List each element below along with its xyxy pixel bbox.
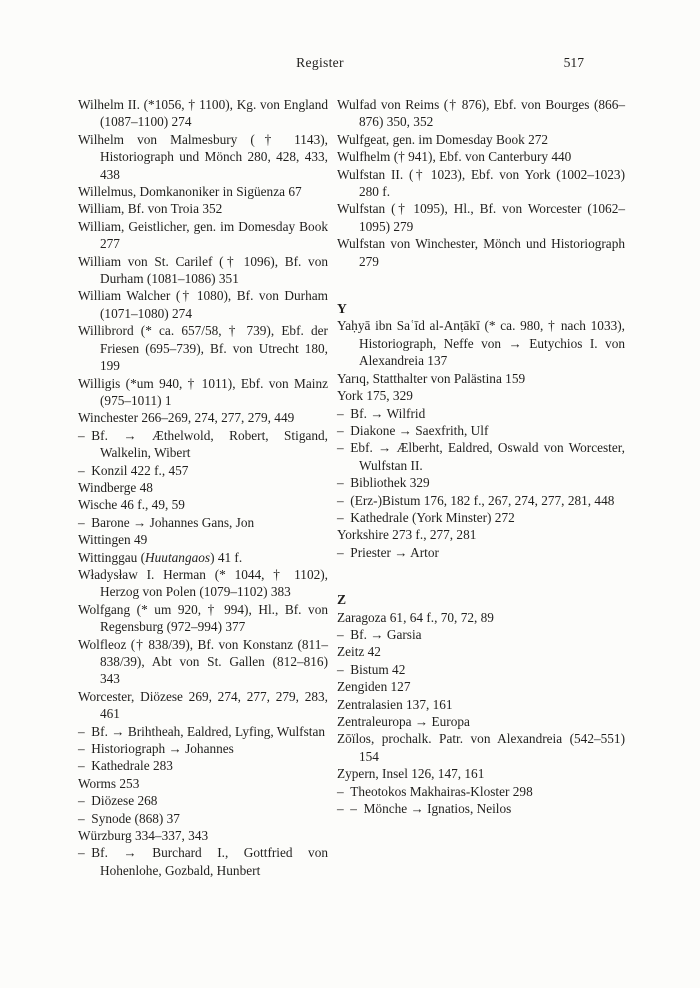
index-entry: Zeitz 42	[337, 644, 381, 660]
index-entry: Wulfhelm († 941), Ebf. von Canterbury 440	[337, 149, 572, 165]
index-entry: Worcester, Diözese 269, 274, 277, 279, 283, 461	[78, 688, 328, 722]
index-entry: Wilhelm II. (*1056, † 1100), Kg. von England (1087–1100) 274	[78, 97, 328, 130]
index-entry: Willibrord (* ca. 657/58, † 739), Ebf. der Friesen (695–739), Bf. von Utrecht 180, 199	[78, 323, 328, 374]
index-entry: Würzburg 334–337, 343	[78, 828, 209, 844]
index-entry	[78, 549, 328, 566]
index-subentry: – Kathedrale 283	[78, 758, 173, 774]
index-column-left	[78, 96, 328, 879]
index-subentry: – Bf. → Brihtheah, Ealdred, Lyfing, Wulfstan	[78, 723, 326, 739]
index-entry: Yaḥyā ibn Saʿīd al-Anṭākī (* ca. 980, † nach 1033), Historiograph, Neffe von → Eutychios I. von Alexandreia 137	[337, 318, 625, 369]
index-entry: Winchester 266–269, 274, 277, 279, 449	[78, 410, 295, 426]
index-subentry: – Historiograph → Johannes	[78, 741, 234, 757]
index-entry: Wulfgeat, gen. im Domesday Book 272	[337, 131, 549, 147]
index-entry: Zentralasien 137, 161	[337, 696, 453, 712]
index-entry: Wulfstan von Winchester, Mönch und Historiograph 279	[337, 236, 625, 269]
index-entry: William, Geistlicher, gen. im Domesday Book 277	[78, 218, 328, 252]
index-column-right	[337, 96, 625, 817]
index-entry: Windberge 48	[78, 479, 153, 495]
index-subentry: – Synode (868) 37	[78, 810, 180, 826]
index-subentry: – Diakone → Saexfrith, Ulf	[337, 422, 489, 438]
index-entry: William von St. Carilef († 1096), Bf. von Durham (1081–1086) 351	[78, 253, 328, 287]
index-entry: William Walcher († 1080), Bf. von Durham (1071–1080) 274	[78, 288, 328, 321]
page-number: 517	[563, 55, 584, 70]
index-entry: Yarıq, Statthalter von Palästina 159	[337, 370, 526, 386]
index-subentry: – Bf. → Wilfrid	[337, 405, 426, 421]
running-head-title: Register	[296, 55, 344, 70]
index-entry: Willigis (*um 940, † 1011), Ebf. von Mainz (975–1011) 1	[78, 375, 328, 408]
index-entry: Zypern, Insel 126, 147, 161	[337, 766, 485, 782]
index-entry: Wolfgang (* um 920, † 994), Hl., Bf. von Regensburg (972–994) 377	[78, 601, 328, 635]
index-subentry: – Bibliothek 329	[337, 475, 430, 491]
index-entry: Wulfstan († 1095), Hl., Bf. von Worcester (1062–1095) 279	[337, 201, 625, 234]
index-entry: York 175, 329	[337, 388, 413, 404]
index-entry: Wittingen 49	[78, 532, 148, 548]
index-entry: Wische 46 f., 49, 59	[78, 497, 185, 513]
index-subentry: – Bf. → Burchard I., Gottfried von Hohenlohe, Gozbald, Hunbert	[78, 845, 328, 878]
index-entry: Władysław I. Herman (* 1044, † 1102), Herzog von Polen (1079–1102) 383	[78, 566, 328, 600]
index-subentry: – Diözese 268	[78, 793, 158, 809]
entry-text: Wittinggau (	[78, 549, 146, 565]
index-subentry: – (Erz-)Bistum 176, 182 f., 267, 274, 277, 281, 448	[337, 492, 615, 508]
index-entry: Zaragoza 61, 64 f., 70, 72, 89	[337, 609, 494, 625]
index-entry: Zengiden 127	[337, 679, 411, 695]
index-entry: Zentraleuropa → Europa	[337, 714, 470, 729]
index-entry: Willelmus, Domkanoniker in Sigüenza 67	[78, 184, 302, 200]
index-entry: Wilhelm von Malmesbury († 1143), Historiograph und Mönch 280, 428, 433, 438	[78, 131, 328, 182]
index-entry: Zōïlos, prochalk. Patr. von Alexandreia (542–551) 154	[337, 731, 625, 764]
index-subentry: – Konzil 422 f., 457	[78, 462, 189, 478]
index-entry: Wulfad von Reims († 876), Ebf. von Bourges (866–876) 350, 352	[337, 97, 625, 130]
index-subentry: – Kathedrale (York Minster) 272	[337, 509, 515, 525]
index-subentry: – Bf. → Æthelwold, Robert, Stigand, Walkelin, Wibert	[78, 427, 328, 461]
index-subentry: – Bistum 42	[337, 661, 406, 677]
section-letter-heading: Z	[337, 592, 347, 608]
index-entry: William, Bf. von Troia 352	[78, 201, 223, 217]
index-entry: Wolfleoz († 838/39), Bf. von Konstanz (811–838/39), Abt von St. Gallen (812–816) 343	[78, 636, 328, 687]
index-entry: Wulfstan II. († 1023), Ebf. von York (1002–1023) 280 f.	[337, 166, 625, 200]
section-letter-heading: Y	[337, 301, 347, 317]
index-subentry: – Barone → Johannes Gans, Jon	[78, 514, 255, 530]
index-entry: Worms 253	[78, 775, 140, 791]
italic-term: Huutangaos	[145, 549, 211, 565]
index-subentry: – – Mönche → Ignatios, Neilos	[337, 801, 512, 817]
entry-text: ) 41 f.	[210, 549, 243, 565]
index-subentry: – Theotokos Makhairas-Kloster 298	[337, 783, 533, 799]
index-subentry: – Ebf. → Ælberht, Ealdred, Oswald von Worcester, Wulfstan II.	[337, 440, 625, 473]
index-entry: Yorkshire 273 f., 277, 281	[337, 527, 477, 543]
index-subentry: – Bf. → Garsia	[337, 626, 422, 642]
index-subentry: – Priester → Artor	[337, 544, 439, 560]
